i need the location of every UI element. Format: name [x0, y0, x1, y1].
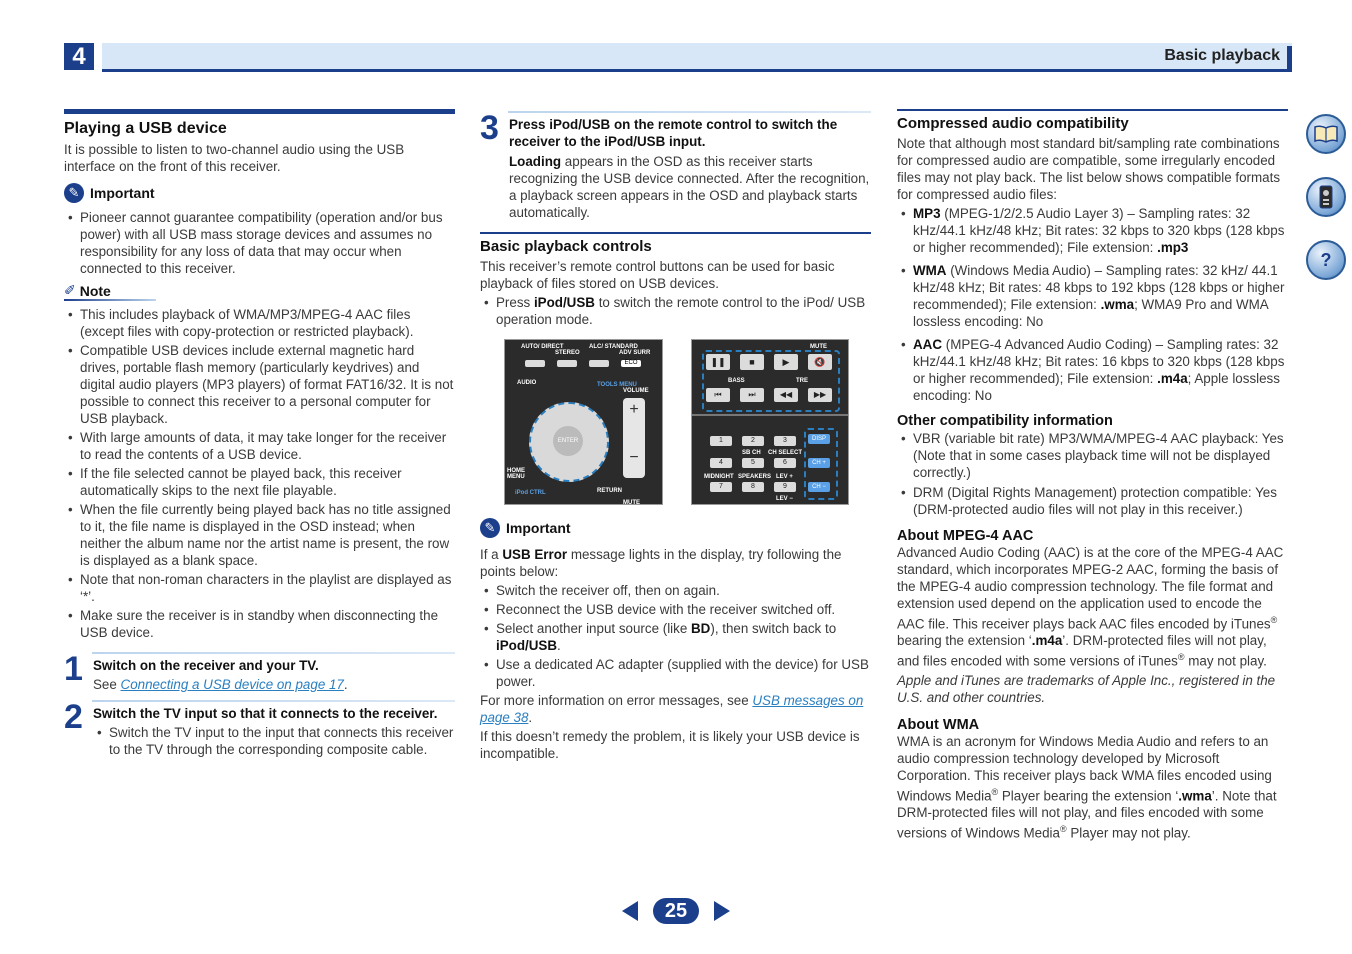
step-rule — [92, 652, 455, 654]
number-button: 2 — [742, 436, 764, 446]
format-desc: (Windows Media Audio) – Sampling rates: 32 kHz/ 44.1 kHz/48 kHz; Bit rates: 48 kbps to 192 kbps (128 kbps or higher recommended); File extension: — [913, 263, 1285, 312]
registered-mark: ® — [991, 786, 999, 797]
remote-label: AUDIO — [517, 380, 537, 386]
step-rule — [92, 700, 455, 702]
stop-button: ■ — [740, 354, 764, 370]
important-label: Important — [90, 185, 155, 201]
number-button: 8 — [742, 482, 764, 492]
title-bold: iPod/USB — [549, 117, 611, 132]
other-list — [897, 430, 1288, 518]
format-desc: (MPEG-4 Advanced Audio Coding) – Sampling rates: 32 kHz/44.1 kHz/48 kHz; Bit rates: 16 kbps to 320 kbps (128 kbps or higher recommended); File extension: — [913, 337, 1285, 386]
list-item: • DRM (Digital Rights Management) protection compatible: Yes (DRM-protected audio files will not play in this receiver.) — [897, 484, 1288, 518]
step-text — [93, 676, 455, 693]
previous-page-icon[interactable] — [622, 901, 638, 921]
step-text — [509, 153, 871, 221]
step-2 — [64, 700, 455, 760]
column-3 — [897, 109, 1288, 842]
remote-label: TOOLS MENU — [597, 382, 637, 388]
format-item-aac — [897, 336, 1288, 404]
wma-end: Player may not play. — [1066, 825, 1191, 841]
next-page-icon[interactable] — [714, 901, 730, 921]
list-item: • VBR (variable bit rate) MP3/WMA/MPEG-4 AAC playback: Yes (Note that in some cases playback time will not be displayed correctly.) — [897, 430, 1288, 481]
ch-minus-button: CH − — [808, 482, 830, 492]
list-item: • If the file selected cannot be played back, this receiver automatically skips to the next file playable. — [64, 465, 455, 499]
registered-mark: ® — [1177, 652, 1185, 663]
remote-label: STEREO — [555, 350, 580, 356]
disp-button: DISP — [808, 434, 830, 444]
format-ext: .wma — [1100, 297, 1135, 312]
remote-image-left — [504, 339, 663, 505]
book-icon[interactable] — [1306, 114, 1346, 154]
aac-post: ’. DRM-protected files will not play, and files encoded with some versions of iTunes — [897, 633, 1267, 669]
mute-button: 🔇 — [808, 354, 832, 370]
important-intro — [480, 546, 871, 580]
list-item: • Compatible USB devices include external magnetic hard drives, portable flash memory (particularly keydrives) and digital audio players (MP3 players) of format FAT16/32. It is not possible to connect this receiver to a personal computer for USB playback. — [64, 342, 455, 427]
number-button: 4 — [710, 458, 732, 468]
important-list — [480, 582, 871, 690]
formats-list — [897, 205, 1288, 404]
section-title: Basic playback controls — [480, 238, 652, 255]
usb-error-label: USB Error — [502, 547, 568, 562]
other-title: Other compatibility information — [897, 413, 1113, 429]
item-bold: BD — [691, 621, 711, 636]
step-number: 3 — [480, 109, 499, 147]
forward-button: ▶▶ — [808, 388, 832, 402]
number-button: 9 — [774, 482, 796, 492]
format-tail: ; WMA9 Pro and WMA lossless encoding: No — [913, 297, 1269, 329]
remote-label: LEV − — [776, 496, 793, 502]
final-text: If this doesn’t remedy the problem, it is likely your USB device is incompatible. — [480, 729, 860, 761]
format-desc: (MPEG-1/2/2.5 Audio Layer 3) – Sampling rates: 32 kHz/44.1 kHz/48 kHz; Bit rates: 32 kbps to 320 kbps (128 kbps or higher recommended); File extension: — [913, 206, 1285, 255]
list-item — [480, 294, 871, 328]
step-number: 2 — [64, 698, 83, 736]
wma-title: About WMA — [897, 716, 980, 733]
step-body: appears in the OSD as this receiver starts recognizing the USB device connected. After the recognition, a playback screen appears in the OSD and playback starts automatically. — [509, 154, 870, 220]
item-bold: iPod/USB — [533, 295, 595, 310]
remote-label: MUTE — [810, 344, 827, 350]
page-number: 25 — [653, 898, 699, 924]
important-icon: ✎ — [480, 518, 500, 538]
section-title: Playing a USB device — [64, 120, 227, 137]
wma-mid: Player bearing the extension ‘ — [998, 788, 1179, 804]
important-label: Important — [506, 520, 571, 536]
play-button: ▶ — [774, 354, 798, 370]
step-3 — [480, 111, 871, 221]
remote-label: BASS — [728, 378, 745, 384]
title-post: on the remote control to switch the receiver to the iPod/USB input. — [509, 117, 838, 149]
enter-button: ENTER — [553, 426, 583, 456]
list-item — [480, 620, 871, 654]
item-post: . — [557, 638, 561, 653]
remote-label: LEV + — [776, 474, 793, 480]
format-ext: .mp3 — [1157, 240, 1189, 255]
note-list — [64, 306, 455, 641]
aac-title: About MPEG-4 AAC — [897, 528, 1034, 544]
item-bold: iPod/USB — [496, 638, 558, 653]
number-button: 6 — [774, 458, 796, 468]
wma-text — [897, 733, 1288, 842]
format-tail: ; Apple lossless encoding: No — [913, 371, 1280, 403]
intro-text: It is possible to listen to two-channel audio using the USB interface on the front of this receiver. — [64, 142, 405, 174]
list-item: • Reconnect the USB device with the receiver switched off. — [480, 601, 871, 618]
format-item-wma — [897, 262, 1288, 330]
remote-label: SB CH — [742, 450, 761, 456]
trademark-text: Apple and iTunes are trademarks of Apple Inc., registered in the U.S. and other countries. — [897, 672, 1276, 705]
previous-button: ⏮ — [706, 388, 730, 402]
remote-button — [557, 360, 577, 367]
step-1 — [64, 652, 455, 693]
usb-messages-link[interactable]: USB messages on page 38 — [480, 693, 864, 725]
number-button: 1 — [710, 436, 732, 446]
section-rule — [897, 109, 1288, 111]
remote-button — [589, 360, 609, 367]
more-info-text — [480, 692, 871, 726]
more-pre: For more information on error messages, see — [480, 693, 753, 708]
remote-label: AUTO/ DIRECT — [521, 344, 564, 350]
number-button: 7 — [710, 482, 732, 492]
important-heading — [64, 183, 455, 203]
remote-label: VOLUME — [623, 388, 649, 394]
chapter-number: 4 — [64, 43, 94, 70]
aac-ext: .m4a — [1031, 633, 1063, 649]
remote-image-right — [691, 339, 849, 505]
remote-label: MIDNIGHT — [704, 474, 734, 480]
list-item: • With large amounts of data, it may take longer for the receiver to read the contents of a USB device. — [64, 429, 455, 463]
pause-button: ❚❚ — [706, 354, 730, 370]
list-item: • When the file currently being played back has no title assigned to it, the file name is displayed in the OSD instead; when neither the album name nor the artist name is present, the row is displayed as a blank space. — [64, 501, 455, 569]
step-title — [509, 116, 871, 150]
aac-pre: Advanced Audio Coding (AAC) is at the core of the MPEG-4 AAC standard, which incorporates MPEG-2 AAC, forming the basis of the MPEG-4 audio compression technology. The file format and extension used depend on the application used to encode the AAC file. This receiver plays back AAC files encoded by iTunes — [897, 545, 1284, 632]
period: . — [343, 677, 348, 692]
header-title: Basic playback — [1164, 47, 1280, 64]
column-1 — [64, 109, 455, 643]
registered-mark: ® — [1059, 824, 1067, 835]
intro-post: message lights in the display, try following the points below: — [480, 547, 842, 579]
important-icon: ✎ — [64, 183, 84, 203]
more-post: . — [528, 710, 533, 725]
item-post: to switch the remote control to the iPod/ USB operation mode. — [496, 295, 866, 327]
ch-plus-button: CH + — [808, 458, 830, 468]
volume-rocker: + − — [623, 398, 645, 478]
wma-post: ’. Note that DRM-protected files will not play, and files encoded with some versions of Windows Media — [897, 788, 1277, 841]
remote-label: ADV SURR — [619, 350, 651, 356]
column-2-important — [480, 518, 871, 762]
list-item: • Switch the receiver off, then on again. — [480, 582, 871, 599]
column-2 — [480, 232, 871, 330]
number-button: 3 — [774, 436, 796, 446]
note-heading — [64, 282, 156, 301]
registered-mark: ® — [1270, 615, 1278, 625]
wma-ext: .wma — [1178, 788, 1212, 804]
intro-text: This receiver’s remote control buttons can be used for basic playback of files stored on USB devices. — [480, 259, 835, 291]
remote-label: TRE — [796, 378, 808, 384]
remote-label: CH SELECT — [768, 450, 803, 456]
step-number: 1 — [64, 650, 83, 688]
section-rule — [64, 109, 455, 114]
format-name: WMA — [913, 263, 947, 278]
controls-list — [480, 294, 871, 328]
item-mid: ), then switch back to — [710, 621, 837, 636]
remote-label: ALC/ STANDARD — [589, 344, 638, 350]
remote-label: iPod CTRL — [515, 490, 546, 496]
aac-mid: bearing the extension ‘ — [897, 633, 1032, 649]
help-icon[interactable] — [1306, 240, 1346, 280]
important-heading — [480, 518, 871, 538]
note-icon: ✐ — [64, 282, 76, 298]
section-rule — [480, 232, 871, 234]
remote-label: HOME MENU — [507, 468, 525, 480]
format-name: MP3 — [913, 206, 941, 221]
step-list — [93, 724, 455, 758]
title-pre: Press — [509, 117, 550, 132]
see-text: See — [93, 677, 121, 692]
remote-label: MUTE — [623, 500, 640, 506]
important-list — [64, 209, 455, 277]
aac-end: may not play. — [1184, 653, 1267, 669]
help-glyph: ? — [1320, 250, 1332, 270]
wma-pre: WMA is an acronym for Windows Media Audio and refers to an audio compression technology developed by Microsoft Corporation. This receiver plays back WMA files encoded using Windows Media — [897, 733, 1272, 804]
list-item: • Switch the TV input to the input that connects this receiver to the TV through the corresponding composite cable. — [93, 724, 455, 758]
rewind-button: ◀◀ — [774, 388, 798, 402]
section-title: Compressed audio compatibility — [897, 115, 1129, 132]
step-title: Switch the TV input so that it connects to the receiver. — [93, 706, 438, 721]
intro-text: Note that although most standard bit/sampling rate combinations for compressed audio are compatible, some irregularly encoded files may not play back. The list below shows compatible formats for compressed audio files: — [897, 136, 1281, 202]
format-item-mp3 — [897, 205, 1288, 256]
remote-label: SPEAKERS — [738, 474, 772, 480]
intro-pre: If a — [480, 547, 503, 562]
format-ext: .m4a — [1157, 371, 1188, 386]
loading-label: Loading — [509, 154, 562, 169]
note-label: Note — [79, 282, 111, 299]
remote-label: RETURN — [597, 488, 622, 494]
step-title: Switch on the receiver and your TV. — [93, 658, 319, 673]
next-button: ⏭ — [740, 388, 764, 402]
remote-button — [525, 360, 545, 367]
header-accent — [1287, 46, 1292, 72]
remote-icon[interactable] — [1306, 177, 1346, 217]
list-item: • This includes playback of WMA/MP3/MPEG-4 AAC files (except files with copy-protection or restricted playback). — [64, 306, 455, 340]
connecting-usb-link[interactable]: Connecting a USB device on page 17 — [120, 677, 344, 692]
list-item: • Note that non-roman characters in the playlist are displayed as ‘*’. — [64, 571, 455, 605]
number-button: 5 — [742, 458, 764, 468]
step-rule — [508, 111, 871, 113]
remote-button: ECO — [621, 360, 641, 367]
header-bar — [102, 43, 1292, 72]
cursor-pad — [529, 402, 609, 482]
list-item: • Use a dedicated AC adapter (supplied with the device) for USB power. — [480, 656, 871, 690]
item-pre: Press — [496, 295, 534, 310]
divider — [692, 414, 848, 416]
note-rule — [64, 299, 156, 301]
format-name: AAC — [913, 337, 943, 352]
list-item: • Make sure the receiver is in standby when disconnecting the USB device. — [64, 607, 455, 641]
list-item: • Pioneer cannot guarantee compatibility (operation and/or bus power) with all USB mass storage devices and assumes no responsibility for any loss of data that may occur when connected to this receiver. — [64, 209, 455, 277]
aac-text — [897, 544, 1288, 670]
item-pre: Select another input source (like — [496, 621, 692, 636]
